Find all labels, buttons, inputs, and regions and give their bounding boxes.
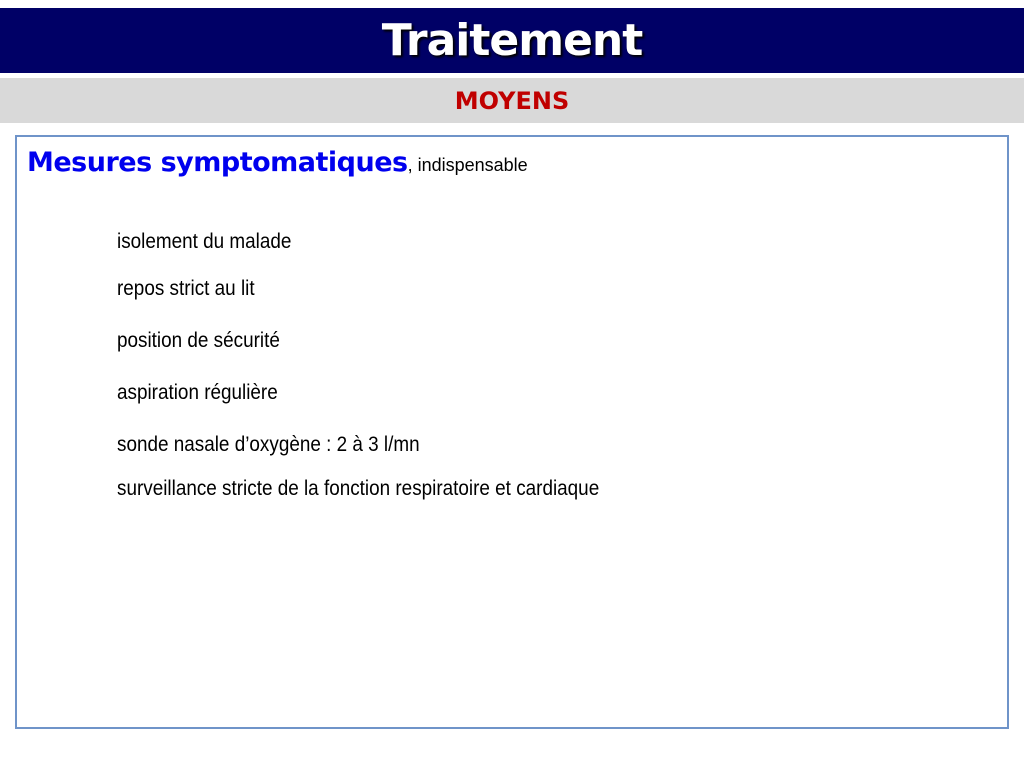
subtitle-bar xyxy=(0,78,1024,123)
slide-title: Traitement xyxy=(381,15,643,66)
section-heading xyxy=(27,147,528,178)
list-item: aspiration régulière xyxy=(117,381,278,404)
list-item: repos strict au lit xyxy=(117,277,255,300)
heading-rest: , indispensable xyxy=(407,155,528,175)
content-box xyxy=(15,135,1009,729)
slide-subtitle: MOYENS xyxy=(454,86,570,115)
list-item: position de sécurité xyxy=(117,329,280,352)
list-item: isolement du malade xyxy=(117,230,292,253)
list-item: sonde nasale d’oxygène : 2 à 3 l/mn xyxy=(117,433,420,456)
title-bar xyxy=(0,8,1024,73)
heading-emphasis: Mesures symptomatiques xyxy=(27,147,408,178)
list-item: surveillance stricte de la fonction respiratoire et cardiaque xyxy=(117,477,600,500)
